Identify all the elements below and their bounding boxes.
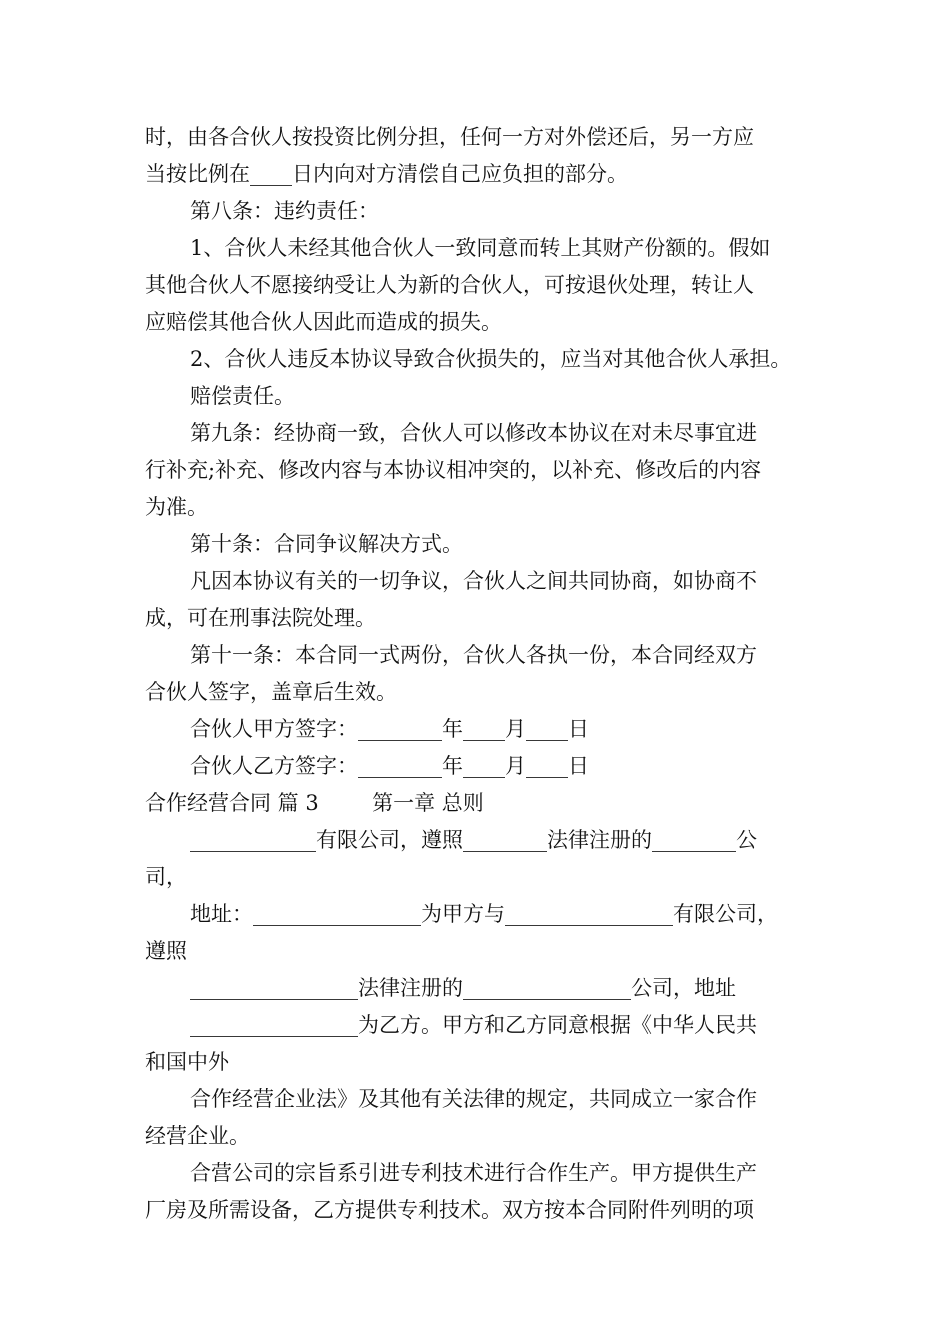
text-line: 为准。	[145, 495, 208, 519]
article-heading: 第十条：合同争议解决方式。	[190, 532, 463, 556]
text-line: 应赔偿其他合伙人因此而造成的损失。	[145, 310, 502, 334]
article-heading: 第十一条：本合同一式两份，合伙人各执一份，本合同经双方	[190, 643, 757, 667]
text-line: 其他合伙人不愿接纳受让人为新的合伙人，可按退伙处理，转让人	[145, 273, 754, 297]
text-line: 2、合伙人违反本协议导致合伙损失的，应当对其他合伙人承担。	[190, 347, 792, 371]
text-line: ____________有限公司，遵照________法律注册的________公	[190, 828, 757, 852]
signature-line-party-b: 合伙人乙方签字：________年____月____日	[190, 754, 589, 778]
text-line: 当按比例在____日内向对方清偿自己应负担的部分。	[145, 162, 628, 186]
text-line: 凡因本协议有关的一切争议，合伙人之间共同协商，如协商不	[190, 569, 757, 593]
text-line: ________________法律注册的________________公司，地址	[190, 976, 736, 1000]
text-line: 厂房及所需设备，乙方提供专利技术。双方按本合同附件列明的项	[145, 1198, 754, 1222]
text-line: 1、合伙人未经其他合伙人一致同意而转上其财产份额的。假如	[190, 236, 771, 260]
text-line: 经营企业。	[145, 1124, 250, 1148]
text-line: 成，可在刑事法院处理。	[145, 606, 376, 630]
section-heading: 合作经营合同 篇 3 第一章 总则	[145, 791, 484, 815]
text-line: 遵照	[145, 939, 187, 963]
text-line: 合作经营企业法》及其他有关法律的规定，共同成立一家合作	[190, 1087, 757, 1111]
text-line: 赔偿责任。	[190, 384, 295, 408]
text-line: 合伙人签字，盖章后生效。	[145, 680, 397, 704]
text-line: ________________为乙方。甲方和乙方同意根据《中华人民共	[190, 1013, 757, 1037]
text-line: 司，	[145, 865, 187, 889]
signature-line-party-a: 合伙人甲方签字：________年____月____日	[190, 717, 589, 741]
text-line: 时，由各合伙人按投资比例分担，任何一方对外偿还后，另一方应	[145, 125, 754, 149]
article-heading: 第九条：经协商一致，合伙人可以修改本协议在对未尽事宜进	[190, 421, 757, 445]
text-line: 和国中外	[145, 1050, 229, 1074]
text-line: 行补充;补充、修改内容与本协议相冲突的，以补充、修改后的内容	[145, 458, 762, 482]
text-line: 合营公司的宗旨系引进专利技术进行合作生产。甲方提供生产	[190, 1161, 757, 1185]
article-heading: 第八条：违约责任：	[190, 199, 379, 223]
text-line: 地址：________________为甲方与________________有限公司，	[190, 902, 778, 926]
